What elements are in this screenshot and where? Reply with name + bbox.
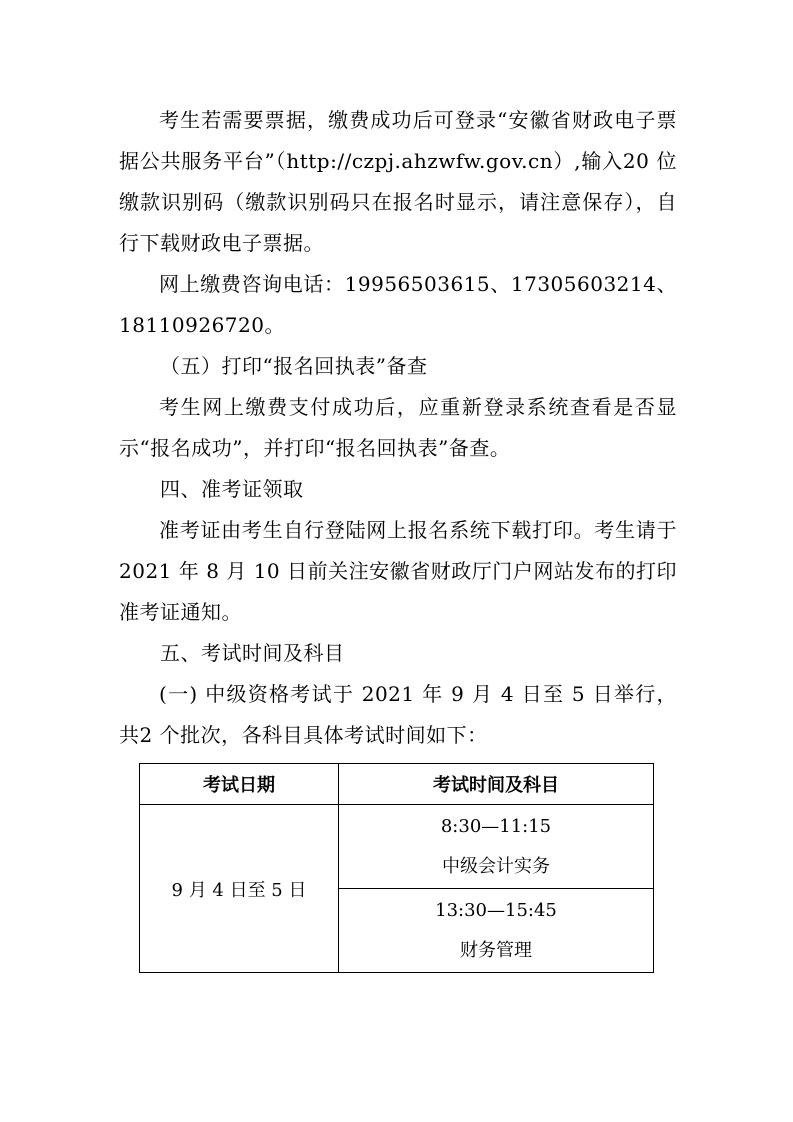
paragraph-exam-schedule: (一) 中级资格考试于 2021 年 9 月 4 日至 5 日举行，共2 个批次，各科目具体考试时间如下： [119,682,677,747]
paragraph-print-receipt: 考生网上缴费支付成功后，应重新登录系统查看是否显示“报名成功”，并打印“报名回执表”备查。 [119,395,677,460]
heading-print-receipt: （五）打印“报名回执表”备查 [160,354,428,378]
heading-admission-ticket: 四、准考证领取 [160,477,304,501]
paragraph-phone-info: 网上缴费咨询电话：19956503615、17305603214、18110926720。 [119,272,677,337]
session-2-subject: 财务管理 [460,939,532,961]
cell-session-2 [339,889,654,973]
table-row [140,805,654,889]
heading-exam-schedule: 五、考试时间及科目 [160,641,345,665]
session-2-time: 13:30—15:45 [435,899,557,921]
header-exam-time-subject: 考试时间及科目 [339,764,654,805]
table-header-row [140,764,654,805]
header-exam-date: 考试日期 [140,764,339,805]
cell-exam-date: 9 月 4 日至 5 日 [140,805,339,973]
paragraph-admission-ticket: 准考证由考生自行登陆网上报名系统下载打印。考生请于 2021 年 8 月 10 日前关注安徽省财政厅门户网站发布的打印准考证通知。 [119,518,677,624]
cell-session-1 [339,805,654,889]
paragraph-receipt-info: 考生若需要票据，缴费成功后可登录“安徽省财政电子票据公共服务平台”（http://czpj.ahzwfw.gov.cn）,输入20 位缴款识别码（缴款识别码只在报名时显示，请注意保存），自行下载财政电子票据。 [119,108,677,255]
session-1-subject: 中级会计实务 [442,855,550,877]
exam-schedule-table [139,763,654,973]
session-1-time: 8:30—11:15 [440,815,552,837]
